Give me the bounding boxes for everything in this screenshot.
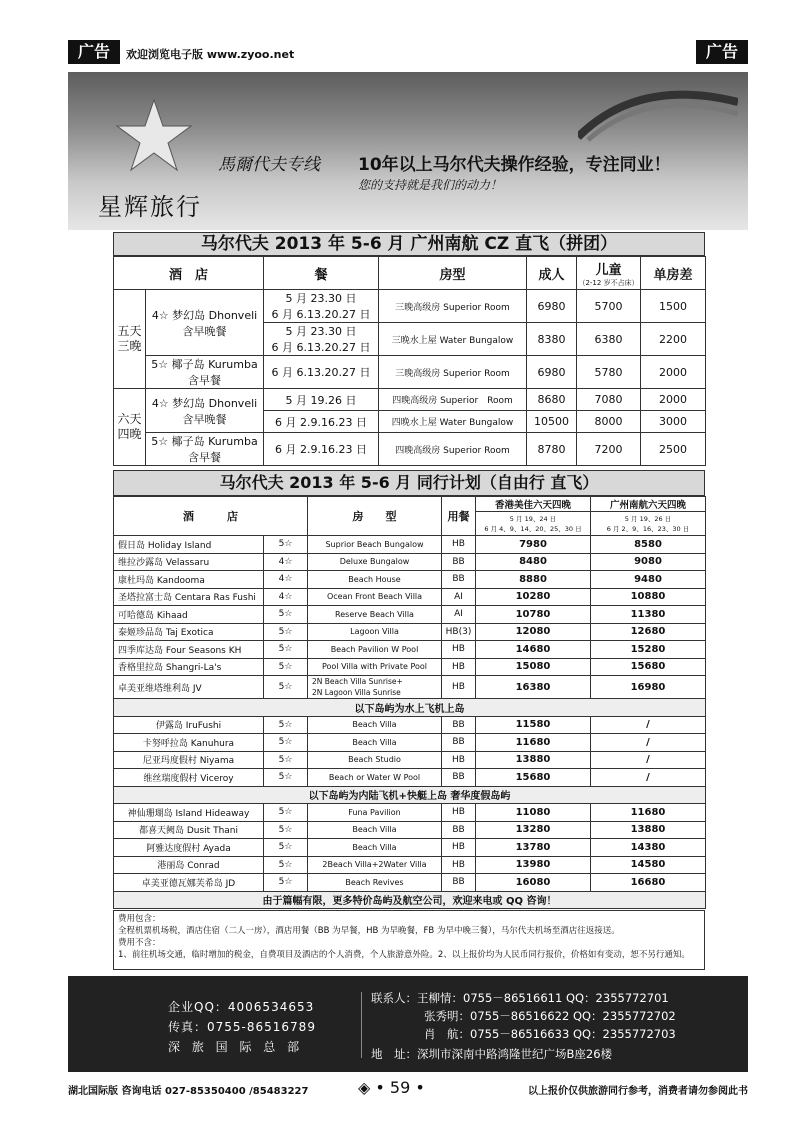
t2-meal: BB <box>442 821 476 839</box>
t2-price-gz: / <box>591 716 706 734</box>
t1-date-b: 6 月 6.13.20.27 日 <box>271 341 371 354</box>
t2-price-hk: 10780 <box>476 606 591 624</box>
t1-single: 2000 <box>641 356 706 389</box>
t2-price-gz: 16980 <box>591 676 706 699</box>
t2-hk-date-a: 5 月 19、24 日 <box>509 514 557 523</box>
t2-hotel: 维丝瑞度假村 Viceroy <box>114 769 264 787</box>
t2-room: Beach Villa <box>308 734 442 752</box>
top-bar <box>68 40 748 66</box>
t1-header-meal: 餐 <box>264 257 379 290</box>
t1-group5: 五天三晚 <box>114 290 146 389</box>
t2-star: 5☆ <box>264 874 308 892</box>
t2-star: 5☆ <box>264 641 308 659</box>
t2-price-hk: 14680 <box>476 641 591 659</box>
t2-row <box>114 641 706 659</box>
t2-price-gz: 11680 <box>591 804 706 822</box>
footer <box>68 1078 748 1100</box>
t2-meal: AI <box>442 588 476 606</box>
t2-meal: HB <box>442 751 476 769</box>
t2-price-hk: 13780 <box>476 839 591 857</box>
t2-price-gz: 12680 <box>591 623 706 641</box>
t2-hotel: 圣塔拉富士岛 Centara Ras Fushi <box>114 588 264 606</box>
t2-price-hk: 13980 <box>476 856 591 874</box>
t1-adult: 8380 <box>527 323 577 356</box>
t1-date <box>264 290 379 323</box>
brand-name: 星辉旅行 <box>98 193 202 221</box>
t1-hotel-meal: 含早晚餐 <box>182 324 227 338</box>
t2-price-hk: 16080 <box>476 874 591 892</box>
company-name: 深 旅 国 际 总 部 <box>168 1040 304 1054</box>
t1-child: 6380 <box>577 323 641 356</box>
t2-gz-date-b: 6 月 2、9、16、23、30 日 <box>606 524 690 533</box>
t2-hotel: 假日岛 Holiday Island <box>114 536 264 554</box>
t2-hotel: 伊露岛 IruFushi <box>114 716 264 734</box>
t2-hotel: 维拉沙露岛 Velassaru <box>114 553 264 571</box>
t2-header-hotel: 酒 店 <box>114 497 308 536</box>
banner <box>68 72 748 230</box>
t2-row <box>114 571 706 589</box>
t2-row <box>114 658 706 676</box>
t2-star: 5☆ <box>264 821 308 839</box>
t2-room <box>308 676 442 699</box>
t2-header-gz: 广州南航六天四晚 <box>591 497 706 512</box>
t1-child-label: 儿童 <box>595 262 622 278</box>
contact-address: 地 址：深圳市深南中路鸿隆世纪广场B座26楼 <box>371 1047 613 1061</box>
t2-price-hk: 16380 <box>476 676 591 699</box>
contact-panel <box>68 976 748 1072</box>
t1-child: 7200 <box>577 433 641 466</box>
t2-room: Lagoon Villa <box>308 623 442 641</box>
t2-row <box>114 769 706 787</box>
t2-row <box>114 751 706 769</box>
t2-price-gz: 15280 <box>591 641 706 659</box>
t2-star: 5☆ <box>264 676 308 699</box>
t2-hotel: 康杜玛岛 Kandooma <box>114 571 264 589</box>
t2-price-hk: 7980 <box>476 536 591 554</box>
note-exclude: 1、前往机场交通，临时增加的税金，自费项目及酒店的个人消费，个人旅游意外险。2、以上报价均为人民币同行报价，价格如有变动，恕不另行通知。 <box>118 950 690 960</box>
table2-title: 马尔代夫 2013 年 5-6 月 同行计划（自由行 直飞） <box>113 470 705 496</box>
t2-price-gz: / <box>591 734 706 752</box>
t2-meal: HB <box>442 658 476 676</box>
fee-notes <box>113 910 705 970</box>
t2-room-a: 2N Beach Villa Sunrise+ <box>312 677 403 686</box>
table1-title: 马尔代夫 2013 年 5-6 月 广州南航 CZ 直飞（拼团） <box>113 232 705 256</box>
t1-child: 7080 <box>577 389 641 411</box>
t1-room: 三晚高级房 Superior Room <box>379 356 527 389</box>
note-exclude-title: 费用不含： <box>118 938 161 948</box>
t1-date <box>264 323 379 356</box>
t2-price-hk: 12080 <box>476 623 591 641</box>
t2-room: Beach or Water W Pool <box>308 769 442 787</box>
slogan-main: 10年以上马尔代夫操作经验，专注同业！ <box>358 155 671 175</box>
t1-hotel-name: 4☆ 梦幻岛 Dhonveli <box>151 308 258 322</box>
note-include: 全程机票机场税，酒店住宿（二人一房），酒店用餐（BB 为早餐，HB 为早晚餐，FB 为早中晚三餐），马尔代夫机场至酒店往返接送。 <box>118 926 620 936</box>
t2-price-gz: / <box>591 769 706 787</box>
t1-single: 1500 <box>641 290 706 323</box>
t2-hk-date-b: 6 月 4、9、14、20、25、30 日 <box>484 524 582 533</box>
t1-date: 6 月 6.13.20.27 日 <box>264 356 379 389</box>
t2-hotel: 阿雅达度假村 Ayada <box>114 839 264 857</box>
divider <box>361 992 362 1058</box>
t2-meal: BB <box>442 734 476 752</box>
t2-star: 4☆ <box>264 571 308 589</box>
t2-price-hk: 11080 <box>476 804 591 822</box>
t2-star: 5☆ <box>264 751 308 769</box>
t1-date-b: 6 月 6.13.20.27 日 <box>271 308 371 321</box>
t2-meal: HB <box>442 804 476 822</box>
t2-star: 5☆ <box>264 606 308 624</box>
t2-meal: BB <box>442 874 476 892</box>
t2-price-gz: 11380 <box>591 606 706 624</box>
t2-star: 5☆ <box>264 804 308 822</box>
contact-line-1: 联系人：王柳情：0755－86516611 QQ：2355772701 <box>371 991 669 1005</box>
swoosh-decoration-icon <box>578 82 738 142</box>
t2-meal: BB <box>442 553 476 571</box>
t2-star: 5☆ <box>264 839 308 857</box>
t2-price-hk: 15680 <box>476 769 591 787</box>
t2-price-gz: 8580 <box>591 536 706 554</box>
ad-tag-right: 广告 <box>696 40 748 64</box>
table1 <box>113 256 705 466</box>
t2-meal: BB <box>442 769 476 787</box>
t2-room: Suprior Beach Bungalow <box>308 536 442 554</box>
t2-hotel: 卡努呼拉岛 Kanuhura <box>114 734 264 752</box>
t1-child: 8000 <box>577 411 641 433</box>
t2-hotel: 尼亚玛度假村 Niyama <box>114 751 264 769</box>
t2-meal: HB <box>442 536 476 554</box>
t1-room: 四晚水上屋 Water Bungalow <box>379 411 527 433</box>
t2-price-gz: 14580 <box>591 856 706 874</box>
t1-hotel-meal: 含早餐 <box>188 451 221 464</box>
t2-price-gz: 13880 <box>591 821 706 839</box>
t2-price-hk: 13880 <box>476 751 591 769</box>
t2-hotel: 泰姬珍品岛 Taj Exotica <box>114 623 264 641</box>
t2-room: Beach Revives <box>308 874 442 892</box>
t2-row <box>114 804 706 822</box>
t2-meal: HB <box>442 839 476 857</box>
t2-star: 5☆ <box>264 734 308 752</box>
t1-child: 5700 <box>577 290 641 323</box>
t1-adult: 10500 <box>527 411 577 433</box>
t2-meal: AI <box>442 606 476 624</box>
t2-price-hk: 8480 <box>476 553 591 571</box>
t2-room: Ocean Front Beach Villa <box>308 588 442 606</box>
t2-star: 5☆ <box>264 536 308 554</box>
t1-hotel-name: 4☆ 梦幻岛 Dhonveli <box>151 396 258 410</box>
t2-header-meal: 用餐 <box>442 497 476 536</box>
t1-child-note: （2-12 岁不占床） <box>578 278 639 287</box>
t2-hotel: 卓美亚维塔维利岛 JV <box>114 676 264 699</box>
t2-price-gz: 14380 <box>591 839 706 857</box>
t2-price-hk: 11580 <box>476 716 591 734</box>
t1-single: 2000 <box>641 389 706 411</box>
t1-hotel <box>146 389 264 433</box>
t1-header-child <box>577 257 641 290</box>
t1-hotel-name: 5☆ 椰子岛 Kurumba <box>151 358 258 371</box>
t1-hotel-name: 5☆ 椰子岛 Kurumba <box>151 435 258 448</box>
t1-hotel <box>146 433 264 466</box>
t2-row <box>114 734 706 752</box>
t2-hotel: 神仙珊瑚岛 Island Hideaway <box>114 804 264 822</box>
t2-meal: HB <box>442 641 476 659</box>
t1-adult: 8780 <box>527 433 577 466</box>
t1-header-room: 房型 <box>379 257 527 290</box>
t2-hotel: 卓美亚德瓦娜芙希岛 JD <box>114 874 264 892</box>
t1-hotel-meal: 含早晚餐 <box>182 412 227 426</box>
t1-adult: 8680 <box>527 389 577 411</box>
t2-meal: HB(3) <box>442 623 476 641</box>
t2-row <box>114 716 706 734</box>
t1-date: 6 月 2.9.16.23 日 <box>264 411 379 433</box>
t1-child: 5780 <box>577 356 641 389</box>
t2-room: Pool Villa with Private Pool <box>308 658 442 676</box>
slogan-script: 馬爾代夫专线 <box>218 155 320 175</box>
t2-gz-date-a: 5 月 19、26 日 <box>624 514 672 523</box>
t2-room: Beach Villa <box>308 716 442 734</box>
t2-price-hk: 13280 <box>476 821 591 839</box>
t2-star: 5☆ <box>264 623 308 641</box>
t1-hotel-meal: 含早餐 <box>188 374 221 387</box>
t2-price-gz: 9080 <box>591 553 706 571</box>
t1-header-adult: 成人 <box>527 257 577 290</box>
t2-header-room: 房 型 <box>308 497 442 536</box>
t1-header-hotel: 酒 店 <box>114 257 264 290</box>
note-include-title: 费用包含： <box>118 914 161 924</box>
page-number: ◈ • 59 • <box>358 1078 425 1097</box>
t2-hotel: 四季库达岛 Four Seasons KH <box>114 641 264 659</box>
t2-room: Beach House <box>308 571 442 589</box>
t2-meal: HB <box>442 856 476 874</box>
t2-star: 5☆ <box>264 769 308 787</box>
t2-room: Deluxe Bungalow <box>308 553 442 571</box>
t1-adult: 6980 <box>527 290 577 323</box>
t2-price-gz: / <box>591 751 706 769</box>
ad-tag-left: 广告 <box>68 40 120 64</box>
t2-section-seaplane: 以下岛屿为水上飞机上岛 <box>114 699 706 717</box>
t2-room: Beach Villa <box>308 821 442 839</box>
t1-room: 四晚高级房 Superior Room <box>379 389 527 411</box>
footer-right: 以上报价仅供旅游同行参考，消费者请勿参阅此书 <box>528 1086 748 1097</box>
t2-more-info: 由于篇幅有限，更多特价岛屿及航空公司，欢迎来电或 QQ 咨询！ <box>114 891 706 909</box>
t2-row <box>114 588 706 606</box>
t2-row <box>114 856 706 874</box>
t2-room: Beach Studio <box>308 751 442 769</box>
t2-price-gz: 15680 <box>591 658 706 676</box>
t2-hk-dates <box>476 512 591 536</box>
t1-date: 5 月 19.26 日 <box>264 389 379 411</box>
t2-row <box>114 553 706 571</box>
t1-single: 2500 <box>641 433 706 466</box>
t2-star: 5☆ <box>264 716 308 734</box>
t2-hotel: 都喜天阙岛 Dusit Thani <box>114 821 264 839</box>
t1-room: 四晚高级房 Superior Room <box>379 433 527 466</box>
t2-price-gz: 10880 <box>591 588 706 606</box>
t2-price-gz: 9480 <box>591 571 706 589</box>
t1-date-a: 5 月 23.30 日 <box>285 292 357 305</box>
t2-room: Reserve Beach Villa <box>308 606 442 624</box>
t1-hotel <box>146 290 264 356</box>
t2-meal: BB <box>442 716 476 734</box>
t2-price-hk: 8880 <box>476 571 591 589</box>
t1-group6: 六天四晚 <box>114 389 146 466</box>
t2-price-hk: 15080 <box>476 658 591 676</box>
t1-date-a: 5 月 23.30 日 <box>285 325 357 338</box>
t2-row <box>114 536 706 554</box>
t2-row <box>114 839 706 857</box>
t1-header-single: 单房差 <box>641 257 706 290</box>
t2-room: 2Beach Villa+2Water Villa <box>308 856 442 874</box>
t2-meal: BB <box>442 571 476 589</box>
table2 <box>113 496 705 909</box>
page-number-value: 59 <box>389 1078 411 1097</box>
t1-adult: 6980 <box>527 356 577 389</box>
t2-star: 4☆ <box>264 588 308 606</box>
t2-row <box>114 606 706 624</box>
t1-hotel <box>146 356 264 389</box>
welcome-text: 欢迎浏览电子版 www.zyoo.net <box>126 48 295 61</box>
t2-gz-dates <box>591 512 706 536</box>
t2-hotel: 港丽岛 Conrad <box>114 856 264 874</box>
t2-price-gz: 16680 <box>591 874 706 892</box>
t2-header-hk: 香港美佳六天四晚 <box>476 497 591 512</box>
t2-section-domestic: 以下岛屿为内陆飞机+快艇上岛 奢华度假岛屿 <box>114 786 706 804</box>
t2-price-hk: 10280 <box>476 588 591 606</box>
star-logo-icon <box>114 96 194 176</box>
company-fax: 传真：0755-86516789 <box>168 1020 316 1034</box>
t2-room-b: 2N Lagoon Villa Sunrise <box>312 688 401 697</box>
t2-room: Beach Pavilion W Pool <box>308 641 442 659</box>
t2-hotel: 香格里拉岛 Shangri-La's <box>114 658 264 676</box>
footer-left: 湖北国际版 咨询电话 027-85350400 /85483227 <box>68 1086 309 1097</box>
t1-room: 三晚水上屋 Water Bungalow <box>379 323 527 356</box>
t2-room: Funa Pavilion <box>308 804 442 822</box>
t2-star: 5☆ <box>264 658 308 676</box>
t2-hotel: 可哈德岛 Kihaad <box>114 606 264 624</box>
contact-line-2: 张秀明：0755－86516622 QQ：2355772702 <box>424 1009 676 1023</box>
slogan-sub: 您的支持就是我们的动力！ <box>358 178 503 192</box>
t1-single: 2200 <box>641 323 706 356</box>
t2-star: 4☆ <box>264 553 308 571</box>
t2-row <box>114 623 706 641</box>
t2-meal: HB <box>442 676 476 699</box>
contact-line-3: 肖 航：0755－86516633 QQ：2355772703 <box>424 1027 676 1041</box>
t2-row <box>114 874 706 892</box>
t2-row <box>114 821 706 839</box>
company-qq: 企业QQ：4006534653 <box>168 1000 315 1014</box>
t2-room: Beach Villa <box>308 839 442 857</box>
t2-price-hk: 11680 <box>476 734 591 752</box>
t1-room: 三晚高级房 Superior Room <box>379 290 527 323</box>
t2-star: 5☆ <box>264 856 308 874</box>
t1-date: 6 月 2.9.16.23 日 <box>264 433 379 466</box>
t1-single: 3000 <box>641 411 706 433</box>
